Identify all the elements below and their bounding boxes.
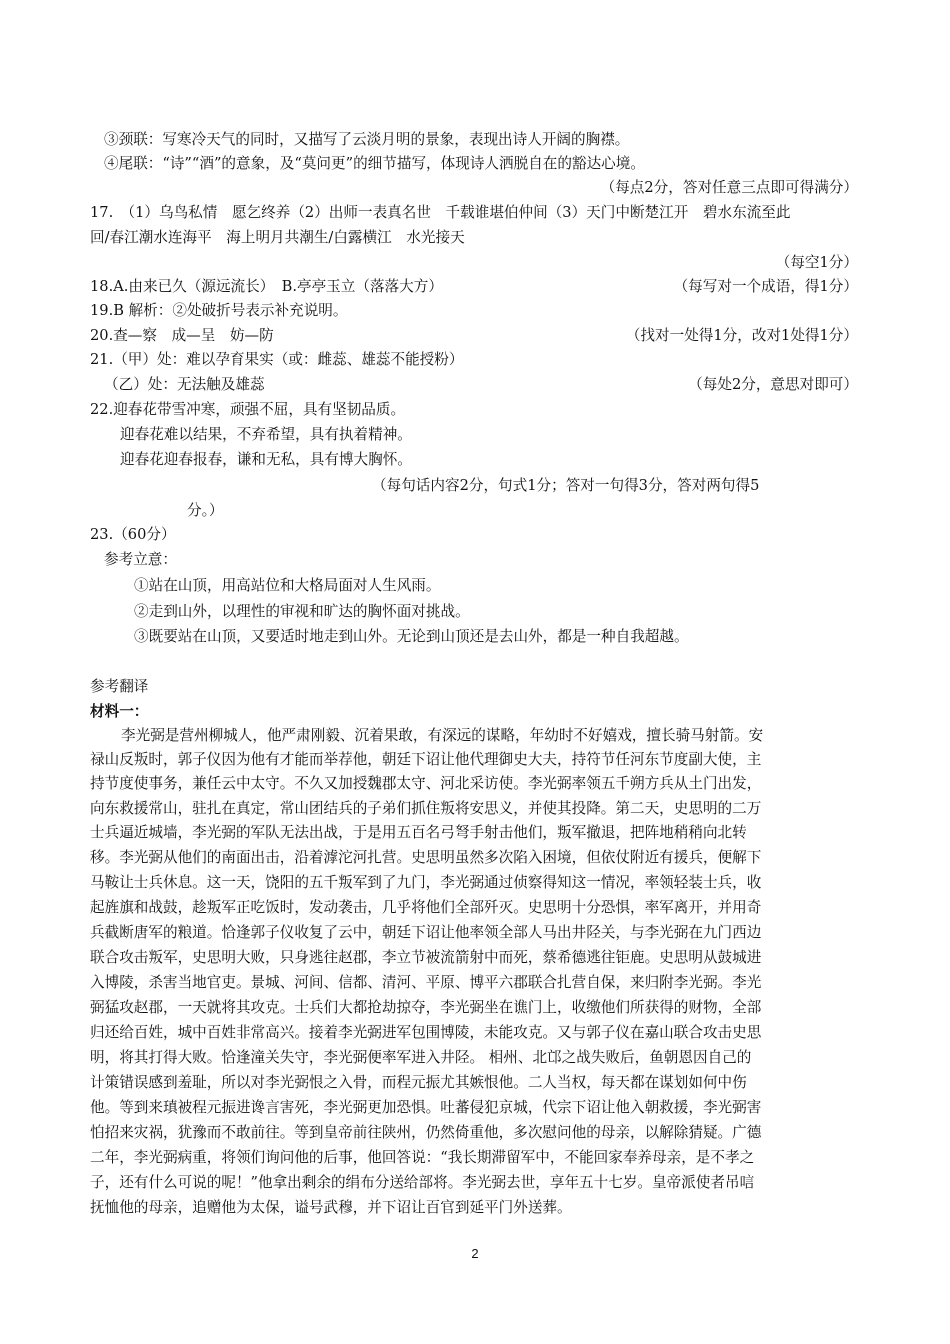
- paragraph-line: 向东救援常山，驻扎在真定，常山团结兵的子弟们抓住叛将安思义，并使其投降。第二天，史思明的二万: [90, 800, 762, 817]
- translation-heading: 参考翻译: [90, 678, 149, 695]
- paragraph-line: 子，还有什么可说的呢！”他拿出剩余的绢布分送给部将。李光弼去世，享年五十七岁。皇帝派使者吊唁: [90, 1174, 755, 1191]
- score-note: （每写对一个成语，得1分）: [673, 278, 858, 295]
- paragraph-line: 起旌旗和战鼓，趁叛军正吃饭时，发动袭击，几乎将他们全部歼灭。史思明十分恐惧，率军离开，并用奇: [90, 899, 762, 916]
- paragraph-line: 入博陵，杀害当地官吏。景城、河间、信都、清河、平原、博平六郡联合扎营自保，来归附李光弼。李光: [90, 974, 762, 991]
- q23-point: ①站在山顶，用高站位和大格局面对人生风雨。: [134, 577, 441, 594]
- score-note-cont: 分。）: [187, 502, 224, 519]
- q23-point: ③既要站在山顶，又要适时地走到山外。无论到山顶还是去山外，都是一种自我超越。: [134, 628, 689, 645]
- score-note: （每点2分，答对任意三点即可得满分）: [600, 179, 858, 196]
- score-note: （每空1分）: [775, 254, 858, 271]
- paragraph-line: 马鞍让士兵休息。这一天，饶阳的五千叛军到了九门，李光弼通过侦察得知这一情况，率领轻装士兵，收: [90, 874, 762, 891]
- q22-answer: 22.迎春花带雪冲寒，顽强不屈，具有坚韧品质。: [90, 401, 406, 418]
- q21-answer-cont: （乙）处：无法触及雄蕊: [104, 376, 265, 393]
- paragraph-line: 他。等到来瑱被程元振进谗言害死，李光弼更加恐惧。吐蕃侵犯京城，代宗下诏让他入朝救援，李光弼害: [90, 1099, 762, 1116]
- q17-answer-cont: 回/春江潮水连海平 海上明月共潮生/白露横江 水光接天: [90, 229, 465, 246]
- answer-line: ④尾联：“诗”“酒”的意象，及“莫问更”的细节描写，体现诗人洒脱自在的豁达心境。: [104, 155, 645, 172]
- paragraph-line: 怕招来灾祸，犹豫而不敢前往。等到皇帝前往陕州，仍然倚重他，多次慰问他的母亲，以解除猜疑。广德: [90, 1124, 762, 1141]
- paragraph-line: 兵截断唐军的粮道。恰逢郭子仪收复了云中，朝廷下诏让他率领全部人马出井陉关，与李光弼在九门西边: [90, 924, 762, 941]
- material-title: 材料一：: [90, 703, 149, 720]
- paragraph-line: 持节度使事务，兼任云中太守。不久又加授魏郡太守、河北采访使。李光弼率领五千朔方兵从土门出发，: [90, 775, 762, 792]
- score-note: （每处2分，意思对即可）: [688, 376, 858, 393]
- paragraph-line: 联合攻击叛军，史思明大败，只身逃往赵郡，李立节被流箭射中而死，蔡希德逃往钜鹿。史思明从鼓城进: [90, 949, 762, 966]
- paragraph-line: 明，将其打得大败。恰逢潼关失守，李光弼便率军进入井陉。 相州、北邙之战失败后，鱼朝恩因自己的: [90, 1049, 752, 1066]
- q18-answer: 18.A.由来已久（源远流长） B.亭亭玉立（落落大方）: [90, 278, 443, 295]
- q21-answer: 21.（甲）处：难以孕育果实（或：雌蕊、雄蕊不能授粉）: [90, 351, 464, 368]
- paragraph-line: 计策错误感到羞耻，所以对李光弼恨之入骨，而程元振尤其嫉恨他。二人当权，每天都在谋划如何中伤: [90, 1074, 747, 1091]
- score-note: （每句话内容2分，句式1分；答对一句得3分，答对两句得5: [372, 477, 760, 494]
- paragraph-line: 归还给百姓，城中百姓非常高兴。接着李光弼进军包围博陵，未能攻克。又与郭子仪在嘉山联合攻击史思: [90, 1024, 762, 1041]
- q22-answer-line: 迎春花难以结果，不弃希望，具有执着精神。: [120, 426, 412, 443]
- q23-point: ②走到山外，以理性的审视和旷达的胸怀面对挑战。: [134, 603, 470, 620]
- q17-answer: 17. （1）乌鸟私情 愿乞终养（2）出师一表真名世 千载谁堪伯仲间（3）天门中断楚江开 碧水东流至此: [90, 204, 791, 221]
- q23-heading: 23.（60分）: [90, 526, 176, 543]
- paragraph-line: 李光弼是营州柳城人，他严肃刚毅、沉着果敢，有深远的谋略，年幼时不好嬉戏，擅长骑马射箭。安: [121, 727, 764, 744]
- paragraph-line: 弼猛攻赵郡，一天就将其攻克。士兵们大都抢劫掠夺，李光弼坐在谯门上，收缴他们所获得的财物，全部: [90, 999, 762, 1016]
- paragraph-line: 二年，李光弼病重，将领们询问他的后事，他回答说：“我长期滞留军中，不能回家奉养母亲，是不孝之: [90, 1149, 755, 1166]
- score-note: （找对一处得1分，改对1处得1分）: [625, 327, 858, 344]
- page-number: 2: [471, 1246, 479, 1261]
- q20-answer: 20.查—察 成—呈 妨—防: [90, 327, 274, 344]
- paragraph-line: 抚恤他的母亲，追赠他为太保，谥号武穆，并下诏让百官到延平门外送葬。: [90, 1199, 572, 1216]
- answer-line: ③颈联：写寒冷天气的同时，又描写了云淡月明的景象，表现出诗人开阔的胸襟。: [104, 131, 630, 148]
- paragraph-line: 士兵逼近城墙，李光弼的军队无法出战，于是用五百名弓弩手射击他们，叛军撤退，把阵地稍稍向北转: [90, 824, 747, 841]
- q19-answer: 19.B 解析：②处破折号表示补充说明。: [90, 302, 348, 319]
- q22-answer-line: 迎春花迎春报春，谦和无私，具有博大胸怀。: [120, 451, 412, 468]
- paragraph-line: 禄山反叛时，郭子仪因为他有才能而举荐他，朝廷下诏让他代理御史大夫，持符节任河东节度副大使，主: [90, 751, 762, 768]
- paragraph-line: 移。李光弼从他们的南面出击，沿着滹沱河扎营。史思明虽然多次陷入困境，但依仗附近有援兵，便解下: [90, 849, 762, 866]
- q23-ref-label: 参考立意：: [104, 551, 177, 568]
